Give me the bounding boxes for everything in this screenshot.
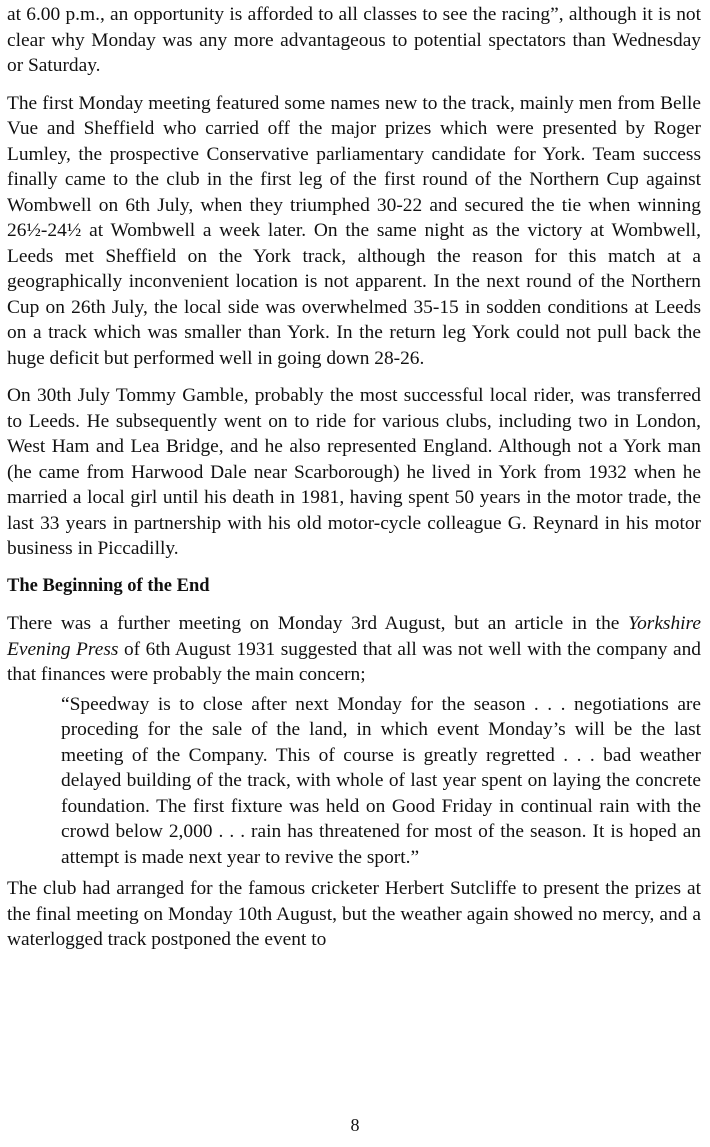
- page-number: 8: [350, 1115, 360, 1135]
- paragraph-further-meeting-text-end: of 6th August 1931 suggested that all was not well with the company and that finances were probably the main concern;: [7, 638, 701, 685]
- block-quote: “Speedway is to close after next Monday for the season . . . negotiations are proceding for the sale of the land, in which event Monday’s will be the last meeting of the Company. This of course is greatly regretted . . . bad weather delayed building of the track, with whole of last year spent on laying the concrete foundation. The first fixture was held on Good Friday in continual rain with the crowd below 2,000 . . . rain has threatened for most of the season. It is hoped an attempt is made next year to revive the sport.”: [61, 693, 701, 868]
- document-page: [7, 2, 701, 953]
- paragraph-further-meeting: [7, 611, 701, 688]
- paragraph-first-monday-meeting: The first Monday meeting featured some names new to the track, mainly men from Belle Vue and Sheffield who carried off the major prizes which were presented by Roger Lumley, the prospective Conservative parliamentary candidate for York. Team success finally came to the club in the first leg of the first round of the Northern Cup against Wombwell on 6th July, when they triumphed 30-22 and secured the tie when winning 26½-24½ at Wombwell a week later. On the same night as the victory at Wombwell, Leeds met Sheffield on the York track, although the reason for this match at a geographically inconvenient location is not apparent. In the next round of the Northern Cup on 26th July, the local side was overwhelmed 35-15 in sodden conditions at Leeds on a track which was smaller than York. In the return leg York could not pull back the huge deficit but performed well in going down 28-26.: [7, 92, 701, 369]
- section-heading: The Beginning of the End: [7, 575, 210, 596]
- newspaper-title: Yorkshire Evening Press: [7, 613, 701, 660]
- paragraph-further-meeting-text-start: There was a further meeting on Monday 3rd August, but an article in the: [7, 613, 629, 634]
- paragraph-final-meeting: The club had arranged for the famous cricketer Herbert Sutcliffe to present the prizes at the final meeting on Monday 10th August, but the weather again showed no mercy, and a waterlogged track postponed the event to: [7, 878, 701, 950]
- paragraph-opening: at 6.00 p.m., an opportunity is afforded to all classes to see the racing”, although it is not clear why Monday was any more advantageous to potential spectators than Wednesday or Saturday.: [7, 4, 701, 76]
- paragraph-tommy-gamble: On 30th July Tommy Gamble, probably the most successful local rider, was transferred to Leeds. He subsequently went on to ride for various clubs, including two in London, West Ham and Lea Bridge, and he also represented England. Although not a York man (he came from Harwood Dale near Scarborough) he lived in York from 1932 when he married a local girl until his death in 1981, having spent 50 years in the motor trade, the last 33 years in partnership with his old motor-cycle colleague G. Reynard in his motor business in Piccadilly.: [7, 385, 701, 559]
